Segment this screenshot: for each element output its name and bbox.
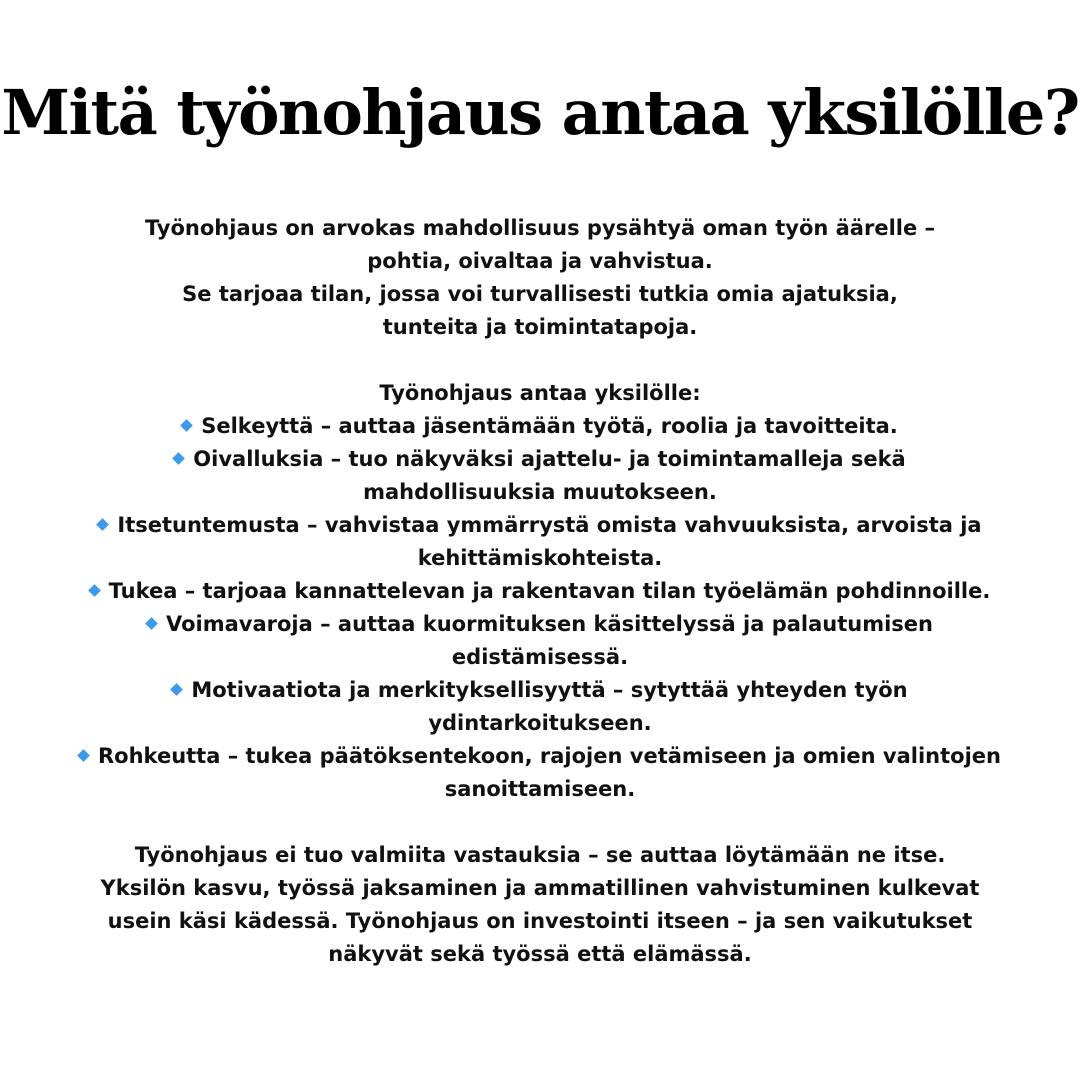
list-item-text: ydintarkoitukseen.	[428, 711, 652, 735]
intro-line: pohtia, oivaltaa ja vahvistua.	[367, 249, 713, 273]
list-item	[40, 740, 1040, 806]
list-item-text: Motivaatiota ja merkityksellisyyttä – sytyttää yhteyden työn	[191, 678, 908, 702]
list-item-text: sanoittamiseen.	[444, 777, 636, 801]
closing-line: näkyvät sekä työssä että elämässä.	[328, 942, 752, 966]
list-item	[40, 443, 1040, 509]
diamond-icon	[97, 518, 110, 531]
intro-line: Se tarjoaa tilan, jossa voi turvallisesti tutkia omia ajatuksia,	[182, 282, 898, 306]
diamond-icon	[77, 749, 90, 762]
body-text	[40, 212, 1040, 971]
list-item	[40, 509, 1040, 575]
diamond-icon	[88, 584, 101, 597]
list-item-text: Oivalluksia – tuo näkyväksi ajattelu- ja toimintamalleja sekä	[193, 447, 906, 471]
page-title: Mitä työnohjaus antaa yksilölle?	[1, 76, 1079, 149]
list-item	[40, 674, 1040, 740]
list-item	[40, 410, 1040, 443]
list-item-text: Voimavaroja – auttaa kuormituksen käsittelyssä ja palautumisen	[166, 612, 933, 636]
paragraph-gap	[40, 344, 1040, 377]
list-heading: Työnohjaus antaa yksilölle:	[379, 381, 701, 405]
closing-paragraph	[40, 839, 1040, 971]
paragraph-gap	[40, 806, 1040, 839]
list-item	[40, 575, 1040, 608]
list-item-text: kehittämiskohteista.	[417, 546, 663, 570]
list-item	[40, 608, 1040, 674]
list-item-text: Itsetuntemusta – vahvistaa ymmärrystä omista vahvuuksista, arvoista ja	[117, 513, 982, 537]
intro-line: Työnohjaus on arvokas mahdollisuus pysähtyä oman työn äärelle –	[144, 216, 936, 240]
list-item-text: Selkeyttä – auttaa jäsentämään työtä, roolia ja tavoitteita.	[201, 414, 898, 438]
list-item-text: Tukea – tarjoaa kannattelevan ja rakentavan tilan työelämän pohdinnoille.	[108, 579, 991, 603]
list-item-text: Rohkeutta – tukea päätöksentekoon, rajojen vetämiseen ja omien valintojen	[98, 744, 1001, 768]
closing-line: Työnohjaus ei tuo valmiita vastauksia – se auttaa löytämään ne itse.	[134, 843, 946, 867]
closing-line: usein käsi kädessä. Työnohjaus on investointi itseen – ja sen vaikutukset	[107, 909, 973, 933]
diamond-icon	[145, 617, 158, 630]
benefit-list	[40, 410, 1040, 806]
closing-line: Yksilön kasvu, työssä jaksaminen ja ammatillinen vahvistuminen kulkevat	[100, 876, 980, 900]
diamond-icon	[170, 683, 183, 696]
intro-paragraph	[40, 212, 1040, 344]
diamond-icon	[172, 452, 185, 465]
list-item-text: edistämisessä.	[451, 645, 629, 669]
list-item-text: mahdollisuuksia muutokseen.	[363, 480, 717, 504]
intro-line: tunteita ja toimintatapoja.	[382, 315, 698, 339]
diamond-icon	[180, 419, 193, 432]
